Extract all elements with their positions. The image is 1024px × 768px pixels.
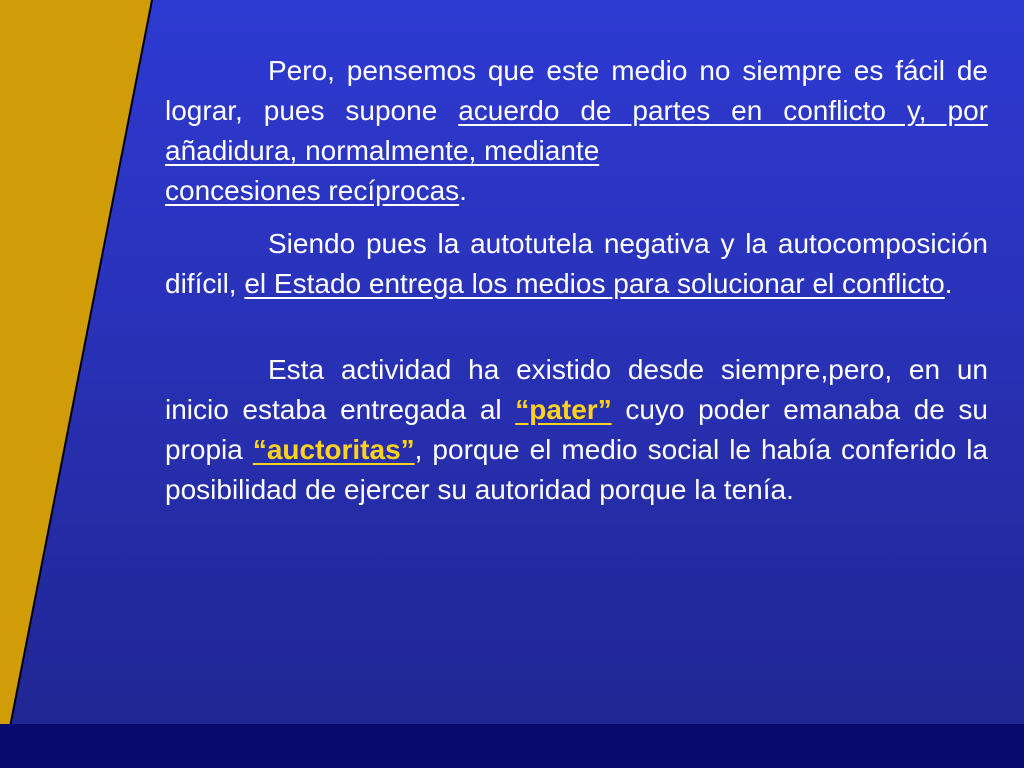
p1-text-a: Pero, pensemos que este medio no siempre es fácil de lograr, pues supone — [165, 55, 988, 126]
p3-text-a: Esta actividad ha existido desde siempre,pero, en un inicio estaba entregada al — [165, 354, 988, 425]
paragraph-1 — [165, 51, 988, 211]
p1-text-b: . — [459, 175, 467, 206]
slide-body — [165, 51, 988, 510]
p2-text-b: . — [944, 268, 953, 299]
p1-last-line — [165, 171, 988, 211]
p3-highlight-pater: “pater” — [515, 394, 612, 425]
paragraph-3 — [165, 350, 988, 510]
bottom-strip — [0, 724, 1024, 768]
p3-text-c: , porque el medio social le había conferido la posibilidad de ejercer su autoridad porque la tenía. — [165, 434, 988, 505]
p2-underlined: el Estado entrega los medios para solucionar el conflicto — [244, 268, 945, 299]
p3-highlight-auctoritas: “auctoritas” — [252, 434, 415, 465]
gold-side-band — [0, 0, 160, 768]
paragraph-2 — [165, 224, 988, 304]
p1-underlined-a: acuerdo de partes en conflicto y, por añadidura, normalmente, mediante — [165, 95, 988, 166]
p1-underlined-b: concesiones recíprocas — [165, 175, 460, 206]
p3-text-b: cuyo poder emanaba de su propia — [165, 394, 988, 465]
p2-text-a: Siendo pues la autotutela negativa y la autocomposición difícil, — [165, 228, 988, 299]
